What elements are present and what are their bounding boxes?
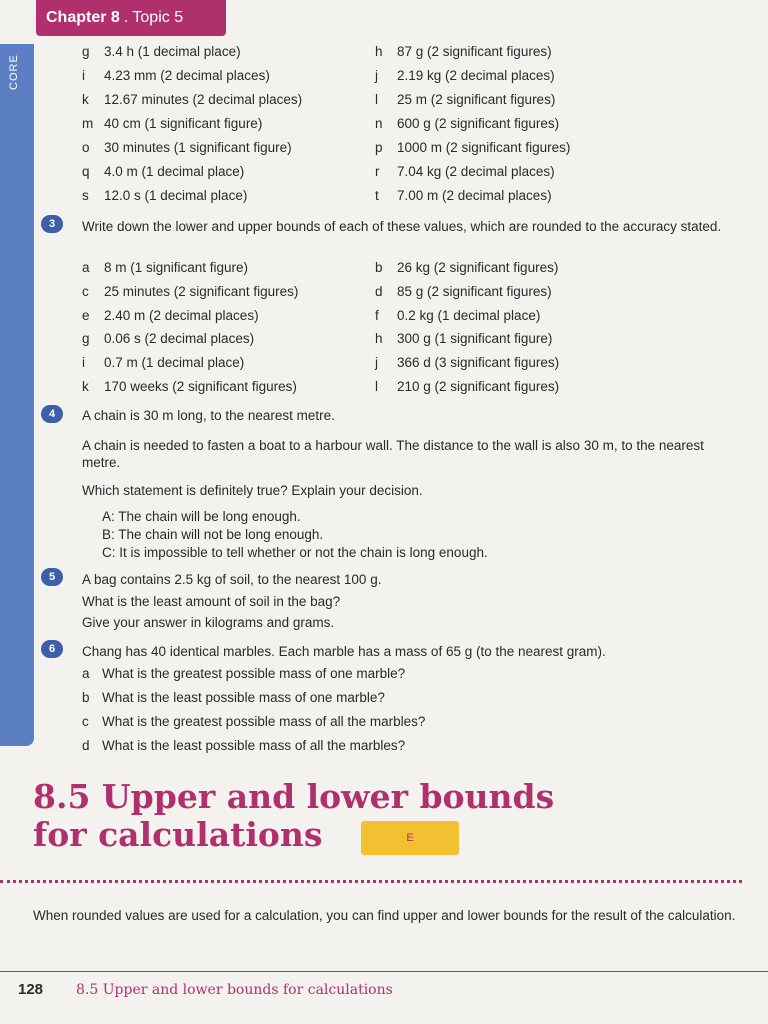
item-letter: i [82,355,85,371]
exercise-item [82,92,302,107]
item-text: 3.4 h (1 decimal place) [104,44,241,59]
item-letter: k [82,379,89,394]
item-text: What is the greatest possible mass of one marble? [102,666,406,681]
item-text: 0.2 kg (1 decimal place) [397,307,541,323]
exercise-item [375,331,552,346]
item-text: 1000 m (2 significant figures) [397,140,571,155]
exercise-row [82,379,742,399]
question-3-text: Write down the lower and upper bounds of each of these values, which are rounded to the accuracy stated. [82,219,722,234]
running-footer: 8.5 Upper and lower bounds for calculations [76,982,393,998]
item-text: 85 g (2 significant figures) [397,283,552,299]
item-text: 300 g (1 significant figure) [397,331,553,347]
item-text: What is the least possible mass of one marble? [102,690,385,705]
item-text: 2.19 kg (2 decimal places) [397,68,555,83]
footer-divider [0,971,768,972]
exercise-item [375,308,540,323]
exercise-item [82,284,298,299]
item-text: 0.7 m (1 decimal place) [104,355,245,371]
exercise-item [375,379,559,394]
exercise-item [375,68,555,83]
item-letter: c [82,714,89,729]
item-letter: h [375,44,383,59]
exercise-item [82,44,241,59]
item-letter: e [82,307,90,323]
item-letter: s [82,188,89,203]
sub-question [82,738,722,753]
section-title [33,778,554,854]
item-text: 25 m (2 significant figures) [397,92,556,107]
exercise-row [82,140,742,160]
extended-badge: E [361,821,459,855]
exercise-item [82,308,259,323]
option-b: B: The chain will not be long enough. [102,527,324,542]
item-letter: m [82,116,94,131]
sub-question [82,690,722,705]
exercise-item [82,164,244,179]
item-text: 40 cm (1 significant figure) [104,116,263,131]
item-text: 25 minutes (2 significant figures) [104,283,299,299]
item-letter: f [375,307,379,323]
item-letter: c [82,283,89,299]
item-letter: t [375,188,379,203]
item-text: 600 g (2 significant figures) [397,116,560,131]
question-number-badge: 4 [41,405,63,423]
question-4-line-2: A chain is needed to fasten a boat to a harbour wall. The distance to the wall is also 30 m, to the nearest metre. [82,438,704,470]
question-5-line-3: Give your answer in kilograms and grams. [82,615,335,630]
item-letter: j [375,68,378,83]
item-text: 7.04 kg (2 decimal places) [397,164,555,179]
exercise-item [82,379,297,394]
exercise-row [82,284,742,304]
exercise-row [82,44,742,64]
item-letter: n [375,116,383,131]
question-number-badge: 6 [41,640,63,658]
item-letter: r [375,164,380,179]
exercise-row [82,331,742,351]
item-letter: g [82,331,90,347]
item-letter: i [82,68,85,83]
exercise-item [82,140,292,155]
exercise-row [82,260,742,280]
item-text: 2.40 m (2 decimal places) [104,307,259,323]
item-letter: b [375,260,383,275]
question-6-text: Chang has 40 identical marbles. Each marble has a mass of 65 g (to the nearest gram). [82,644,606,659]
item-text: 170 weeks (2 significant figures) [104,379,297,394]
exercise-item [375,188,552,203]
item-text: 8 m (1 significant figure) [104,260,249,275]
item-letter: l [375,379,378,394]
item-letter: a [82,666,90,681]
exercise-item [82,116,262,131]
exercise-item [82,331,254,346]
question-5-line-2: What is the least amount of soil in the bag? [82,594,341,609]
question-number-badge: 5 [41,568,63,586]
exercise-item [82,260,248,275]
item-letter: k [82,92,89,107]
exercise-item [375,44,552,59]
item-text: 4.0 m (1 decimal place) [104,164,245,179]
section-title-line-2: for calculations [33,815,323,854]
item-text: 12.0 s (1 decimal place) [104,188,248,203]
item-letter: d [375,283,383,299]
exercise-item [375,355,559,370]
exercise-item [375,284,552,299]
item-text: 26 kg (2 significant figures) [397,260,559,275]
topic-label: . Topic 5 [123,9,184,26]
exercise-row [82,308,742,328]
option-c: C: It is impossible to tell whether or not the chain is long enough. [102,545,488,560]
exercise-row [82,188,742,208]
exercise-item [82,188,247,203]
exercise-item [82,355,244,370]
core-label: CORE [8,54,20,90]
exercise-item [375,116,559,131]
chapter-tab [36,0,226,36]
exercise-row [82,116,742,136]
item-letter: g [82,44,90,59]
item-letter: a [82,260,90,275]
item-letter: d [82,738,90,753]
item-text: 210 g (2 significant figures) [397,379,560,394]
item-letter: l [375,92,378,107]
item-text: 366 d (3 significant figures) [397,355,560,371]
chapter-label: Chapter 8 [46,9,120,26]
item-letter: j [375,355,378,371]
exercise-item [375,140,570,155]
core-side-bar [0,44,34,746]
item-text: What is the least possible mass of all the marbles? [102,738,406,753]
exercise-row [82,355,742,375]
option-a: A: The chain will be long enough. [102,509,301,524]
item-text: 87 g (2 significant figures) [397,44,552,59]
exercise-item [375,164,555,179]
item-text: 12.67 minutes (2 decimal places) [104,92,303,107]
section-title-line-1: 8.5 Upper and lower bounds [33,777,555,816]
exercise-item [375,92,555,107]
exercise-item [82,68,270,83]
item-text: What is the greatest possible mass of all the marbles? [102,714,426,729]
item-letter: q [82,164,90,179]
sub-question [82,714,722,729]
exercise-row [82,68,742,88]
exercise-row [82,92,742,112]
item-text: 7.00 m (2 decimal places) [397,188,552,203]
item-letter: p [375,140,383,155]
question-4-line-3: Which statement is definitely true? Explain your decision. [82,483,423,498]
item-text: 4.23 mm (2 decimal places) [104,68,270,83]
question-4-line-1: A chain is 30 m long, to the nearest metre. [82,408,335,423]
item-letter: b [82,690,90,705]
question-number-badge: 3 [41,215,63,233]
question-5-line-1: A bag contains 2.5 kg of soil, to the nearest 100 g. [82,572,382,587]
item-text: 0.06 s (2 decimal places) [104,331,255,347]
item-letter: h [375,331,383,347]
section-intro: When rounded values are used for a calculation, you can find upper and lower bounds for the result of the calculation. [33,908,736,923]
item-letter: o [82,140,90,155]
dotted-divider [0,880,742,883]
exercise-item [375,260,558,275]
page-number: 128 [18,981,44,998]
sub-question [82,666,722,681]
item-text: 30 minutes (1 significant figure) [104,140,292,155]
exercise-row [82,164,742,184]
